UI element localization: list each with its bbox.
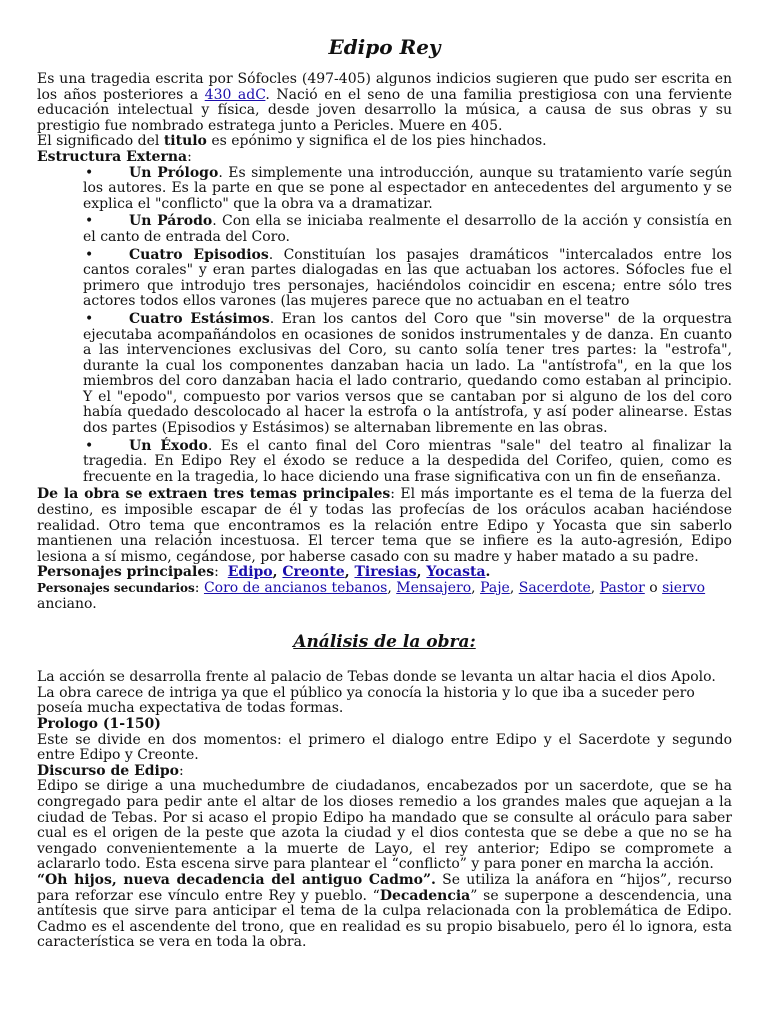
analisis-intro: La acción se desarrolla frente al palacio de Tebas donde se levanta un altar hacia el dios Apolo. La obra carece de intriga ya que el público ya conocía la historia y lo que iba a suceder pero poseía mucha expectativa de todas formas. — [37, 669, 716, 717]
list-item-exodo: • Un Éxodo. Es el canto final del Coro mientras "sale" del teatro al finalizar la tragedia. En Edipo Rey el éxodo se reduce a la despedida del Corifeo, quien, como es frecuente en la tragedia, lo hace diciendo una frase significativa con un fin de enseñanza. — [37, 439, 732, 486]
link-edipo[interactable]: Edipo — [227, 564, 273, 581]
prologo-heading: Prologo (1-150) — [37, 715, 161, 732]
estructura-heading: Estructura Externa: — [37, 148, 192, 165]
personajes-secundarios: Personajes secundarios: Coro de ancianos tebanos, Mensajero, Paje, Sacerdote, Pastor o siervo anciano. — [37, 580, 706, 612]
link-pastor[interactable]: Pastor — [599, 580, 645, 596]
estructura-list — [37, 166, 732, 486]
analisis-heading: Análisis de la obra: — [293, 632, 476, 653]
list-item-parodo: • Un Párodo. Con ella se iniciaba realmente el desarrollo de la acción y consistía en el canto de entrada del Coro. — [37, 214, 732, 245]
list-item-episodios: • Cuatro Episodios. Constituían los pasajes dramáticos "intercalados entre los cantos corales" y eran partes dialogadas en las que actuaban los actores. Sófocles fue el primero que introdujo tres personajes, haciéndolos coincidir en escena; entre sólo tres actores todos ellos varones (las mujeres parece que no actuaban en el teatro — [37, 248, 732, 310]
title-meaning-paragraph: El significado del titulo es epónimo y significa el de los pies hinchados. — [37, 133, 547, 150]
link-mensajero[interactable]: Mensajero — [396, 580, 472, 596]
year-link[interactable]: 430 adC — [204, 86, 266, 103]
intro-paragraph: Es una tragedia escrita por Sófocles (497-405) algunos indicios sugieren que pudo ser escrita en los años posteriores a 430 adC. Nació en el seno de una familia prestigiosa con una ferviente educación intelectual y física, desde joven desarrollo la música, a causa de sus obras y su prestigio fue nombrado estratega junto a Pericles. Muere en 405. — [37, 71, 732, 134]
link-creonte[interactable]: Creonte — [282, 564, 345, 581]
link-sacerdote[interactable]: Sacerdote — [518, 580, 591, 596]
link-tiresias[interactable]: Tiresias — [354, 564, 417, 581]
discurso-heading: Discurso de Edipo: — [37, 762, 184, 779]
personajes-principales: Personajes principales: Edipo, Creonte, Tiresias, Yocasta. — [37, 564, 491, 581]
link-yocasta[interactable]: Yocasta — [426, 564, 486, 581]
temas-paragraph: De la obra se extraen tres temas principales: El más importante es el tema de la fuerza del destino, es imposible escapar de él y todas las profecías de los oráculos acaban haciéndose realidad. Otro tema que encontramos es la relación entre Edipo y Yocasta que sin saberlo mantienen una relación incestuosa. El tercer tema que se infiere es la auto-agresión, Edipo lesiona a sí mismo, cegándose, por haberse casado con su madre y haber matado a su padre. — [37, 486, 732, 565]
link-paje[interactable]: Paje — [480, 580, 510, 596]
prologo-text: Este se divide en dos momentos: el primero el dialogo entre Edipo y el Sacerdote y segundo entre Edipo y Creonte. — [37, 731, 732, 764]
titulo-bold: titulo — [163, 133, 207, 150]
discurso-text: Edipo se dirige a una muchedumbre de ciudadanos, encabezados por un sacerdote, que se ha congregado para pedir ante el altar de los dioses remedio a los grandes males que aquejan a la ciudad de Tebas. Por si acaso el propio Edipo ha mandado que se consulte al oráculo para saber cual es el origen de la peste que azota la ciudad y el dios contesta que se debe a que no se ha vengado convenientemente a la muerte de Layo, el rey anterior; Edipo se compromete a aclararlo todo. Esta escena sirve para plantear el “conflicto” y para poner en marcha la acción. — [37, 778, 732, 873]
list-item-prologo: • Un Prólogo. Es simplemente una introducción, aunque su tratamiento varíe según los autores. Es la parte en que se pone al espectador en antecedentes del argumento y se explica el "conflicto" que la obra va a dramatizar. — [37, 166, 732, 213]
page-title: Edipo Rey — [328, 35, 441, 59]
link-coro[interactable]: Coro de ancianos tebanos — [203, 580, 388, 596]
link-siervo[interactable]: siervo — [662, 580, 706, 596]
list-item-estasimos: • Cuatro Estásimos. Eran los cantos del Coro que "sin moverse" de la orquestra ejecutaba acompañándolos en ocasiones de sonidos instrumentales y de danza. En cuanto a las intervenciones exclusivas del Coro, su canto solía tener tres partes: la "estrofa", durante la cual los componentes danzaban hacia un lado. La "antístrofa", en la que los miembros del coro danzaban hacia el lado contrario, quedando como estaban al principio. Y el "epodo", compuesto por varios versos que se cantaban por si alguno de los del coro había quedado descolocado al hacer la estrofa o la antístrofa, y así poder alinearse. Estas dos partes (Episodios y Estásimos) se alternaban libremente en las obras. — [37, 312, 732, 437]
cita-paragraph: “Oh hijos, nueva decadencia del antiguo Cadmo”. Se utiliza la anáfora en “hijos”, recurso para reforzar ese vínculo entre Rey y pueblo. “Decadencia” se superpone a descendencia, una antítesis que sirve para anticipar el tema de la culpa relacionada con la problemática de Edipo. Cadmo es el ascendente del trono, que en realidad es su propio bisabuelo, pero él lo ignora, esta característica se vera en toda la obra. — [37, 871, 733, 951]
